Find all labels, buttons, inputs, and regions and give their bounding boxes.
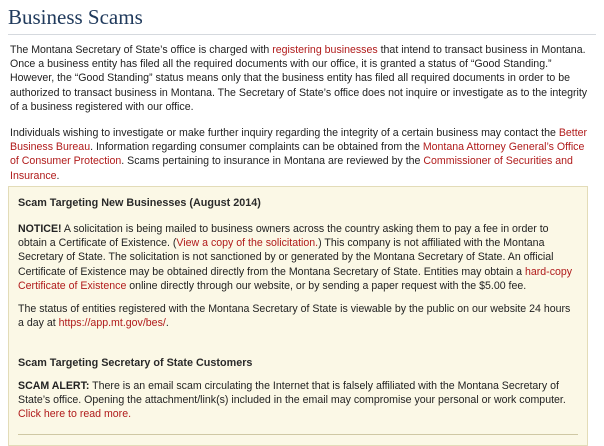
sos-customers-scam-paragraph (18, 379, 578, 422)
inquiry-text-4: . (56, 169, 60, 182)
intro-text-1: The Montana Secretary of State’s office is charged with (10, 44, 273, 56)
new-businesses-scam-paragraph (18, 222, 578, 293)
page-title: Business Scams (8, 5, 143, 29)
notice-label: NOTICE! (18, 223, 62, 235)
title-divider (8, 34, 596, 35)
scam-alert-text: There is an email scam circulating the Internet that is falsely affiliated with the Montana Secretary of State’s office. Opening the attachment/link(s) included in the email may compromise your personal or work computer. (18, 380, 566, 407)
new-businesses-scam-heading: Scam Targeting New Businesses (August 2014) (18, 197, 261, 209)
better-business-bureau-link[interactable]: Better Business Bureau (10, 127, 588, 154)
inquiry-text-3: . Scams pertaining to insurance in Montana are reviewed by the (121, 155, 424, 168)
inquiry-text-2: . Information regarding consumer complaints can be obtained from the (90, 141, 423, 154)
hard-copy-certificate-link[interactable]: hard-copy Certificate of Existence (18, 265, 573, 292)
intro-text-2: that intend to transact business in Montana. Once a business entity has filed all the required documents with our office, it is granted a status of “Good Standing.” However, the “Good Standing” status means only that the business entity has filed all required documents in order to be authorized to transact business in Montana. The Secretary of State’s office does not inquire or investigate as to the integrity of a business registered with our office. (10, 44, 588, 113)
intro-paragraph (10, 43, 590, 114)
view-solicitation-link[interactable]: View a copy of the solicitation. (176, 237, 319, 250)
status-text-2: . (165, 317, 169, 330)
entity-status-paragraph (18, 302, 578, 330)
scam-alerts-box (8, 186, 588, 446)
inquiry-text-1: Individuals wishing to investigate or make further inquiry regarding the integrity of a certain business may contact the (10, 127, 559, 139)
consumer-protection-link[interactable]: Montana Attorney General’s Office of Consumer Protection (10, 141, 585, 168)
scam-alert-label: SCAM ALERT: (18, 380, 90, 392)
notice-text-2: ) This company is not affiliated with the Montana Secretary of State. The solicitation is not sanctioned by or generated by the Montana Secretary of State. An official Certificate of Existence may be obtained directly from the Montana Secretary of State. Entities may obtain a (18, 237, 554, 278)
notice-text-1: A solicitation is being mailed to business owners across the country asking them to pay a fee in order to obtain a Certificate of Existence. ( (18, 223, 549, 250)
section-divider (18, 434, 578, 435)
status-text-1: The status of entities registered with the Montana Secretary of State is viewable by the public on our website 24 hours a day at (18, 303, 571, 330)
notice-text-3: online directly through our website, or by sending a paper request with the $5.00 fee. (126, 279, 527, 292)
inquiry-paragraph (10, 126, 590, 183)
commissioner-insurance-link[interactable]: Commissioner of Securities and Insurance (10, 155, 573, 182)
bes-website-link[interactable]: https://app.mt.gov/bes/ (58, 317, 166, 330)
sos-customers-scam-heading: Scam Targeting Secretary of State Customers (18, 357, 253, 369)
read-more-link[interactable]: Click here to read more. (18, 408, 132, 421)
registering-businesses-link[interactable]: registering businesses (272, 44, 378, 56)
